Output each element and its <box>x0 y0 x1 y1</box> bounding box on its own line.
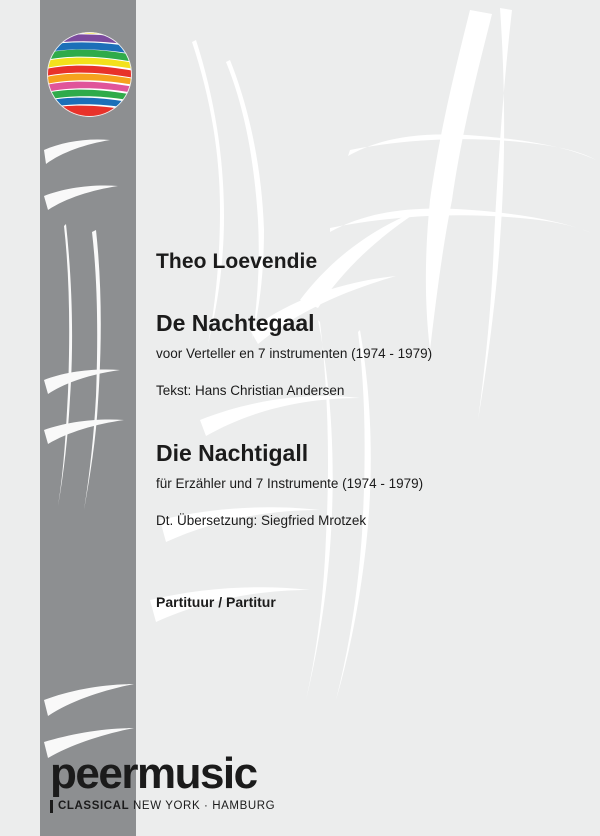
work-title-german: Die Nachtigall <box>156 440 309 466</box>
text-credit-dutch: Tekst: Hans Christian Andersen <box>156 383 345 398</box>
title-block <box>156 250 556 610</box>
translation-credit-german: Dt. Übersetzung: Siegfried Mrotzek <box>156 513 367 528</box>
work-subtitle-dutch: voor Verteller en 7 instrumenten (1974 - 1979) <box>156 346 433 361</box>
publisher-division: CLASSICAL <box>58 800 130 812</box>
publisher-name-part2: music <box>136 749 257 798</box>
publisher-cities: NEW YORK · HAMBURG <box>133 800 276 812</box>
publisher-division-line <box>50 800 275 813</box>
publisher-wordmark <box>50 749 350 798</box>
peermusic-sphere-logo <box>47 32 132 117</box>
publisher-logo <box>50 749 350 814</box>
score-type-label: Partituur / Partitur <box>156 594 276 610</box>
publisher-name-part1: peer <box>50 749 137 798</box>
work-subtitle-german: für Erzähler und 7 Instrumente (1974 - 1979) <box>156 476 424 491</box>
work-title-dutch: De Nachtegaal <box>156 310 315 336</box>
composer-name: Theo Loevendie <box>156 250 318 273</box>
